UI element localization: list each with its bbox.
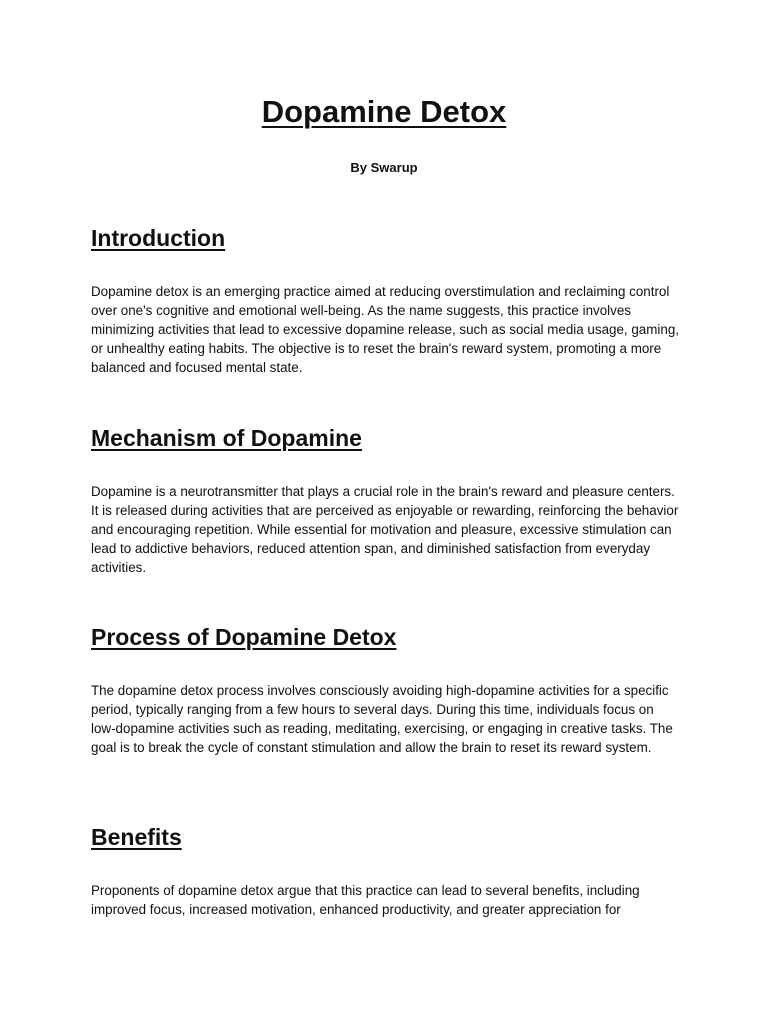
- section-introduction: [91, 223, 681, 375]
- section-process: [91, 622, 681, 755]
- section-heading: Introduction: [91, 225, 226, 251]
- section-heading: Process of Dopamine Detox: [91, 624, 397, 650]
- section-heading: Mechanism of Dopamine: [91, 425, 362, 451]
- author-byline: By Swarup: [350, 160, 418, 175]
- section-benefits: [91, 822, 681, 917]
- section-heading: Benefits: [91, 824, 182, 850]
- section-paragraph: Dopamine is a neurotransmitter that plays a crucial role in the brain's reward and pleasure centers. It is released during activities that are perceived as enjoyable or rewarding, reinforcing the behavior and encouraging repetition. While essential for motivation and pleasure, excessive stimulation can lead to addictive behaviors, reduced attention span, and diminished satisfaction from everyday activities.: [91, 484, 679, 575]
- section-paragraph: Proponents of dopamine detox argue that this practice can lead to several benefits, including improved focus, increased motivation, enhanced productivity, and greater appreciation for: [91, 883, 640, 917]
- section-paragraph: The dopamine detox process involves consciously avoiding high-dopamine activities for a specific period, typically ranging from a few hours to several days. During this time, individuals focus on low-dopamine activities such as reading, meditating, exercising, or engaging in creative tasks. The goal is to break the cycle of constant stimulation and allow the brain to reset its reward system.: [91, 683, 673, 755]
- section-paragraph: Dopamine detox is an emerging practice aimed at reducing overstimulation and reclaiming control over one's cognitive and emotional well-being. As the name suggests, this practice involves minimizing activities that lead to excessive dopamine release, such as social media usage, gaming, or unhealthy eating habits. The objective is to reset the brain's reward system, promoting a more balanced and focused mental state.: [91, 284, 679, 375]
- document-title: Dopamine Detox: [261, 94, 507, 129]
- section-mechanism: [91, 423, 681, 575]
